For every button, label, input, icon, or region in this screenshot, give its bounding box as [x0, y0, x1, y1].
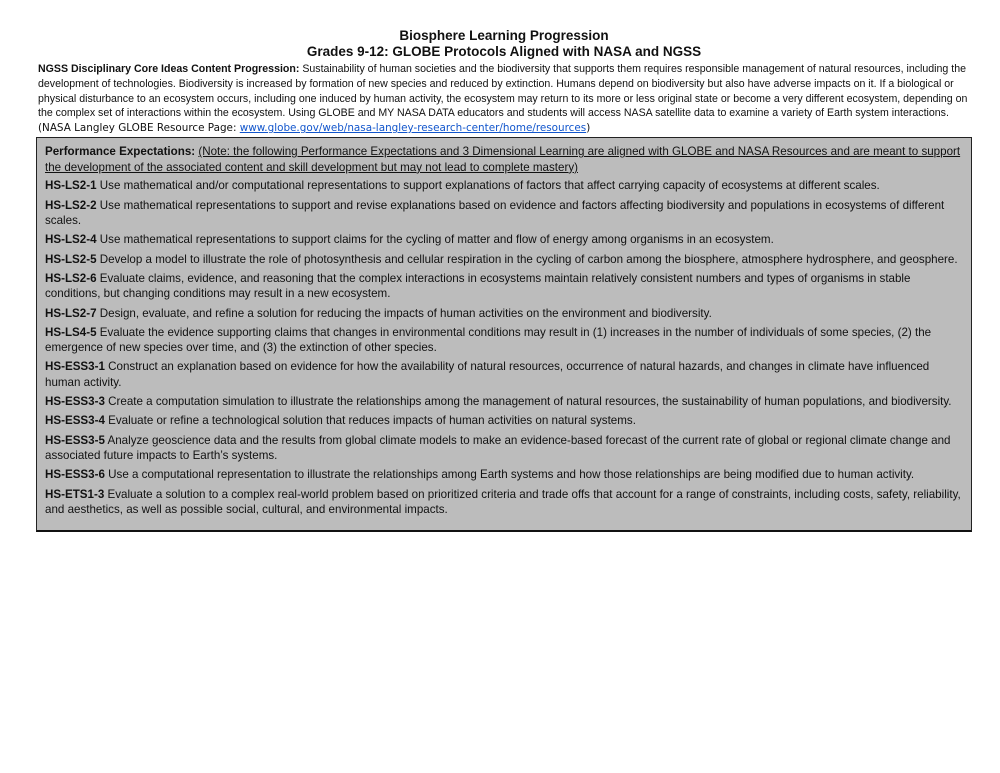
performance-expectations-list: [45, 178, 963, 517]
performance-expectation-item: [45, 433, 963, 464]
standard-code: HS-ETS1-3: [45, 487, 105, 501]
performance-expectation-item: [45, 198, 963, 229]
title-line-2: Grades 9-12: GLOBE Protocols Aligned with NASA and NGSS: [306, 44, 702, 59]
source-suffix: ): [586, 122, 591, 135]
standard-description: Construct an explanation based on evidence for how the availability of natural resources, occurrence of natural hazards, and changes in climate have influenced human activity.: [45, 360, 930, 390]
standard-code: HS-ESS3-6: [45, 468, 105, 482]
standard-description: Evaluate or refine a technological solution that reduces impacts of human activities on natural systems.: [104, 414, 636, 428]
performance-expectation-item: [45, 178, 963, 194]
standard-code: HS-ESS3-3: [45, 395, 105, 409]
performance-expectation-item: [45, 394, 963, 410]
standard-code: HS-LS2-7: [45, 306, 97, 320]
performance-expectation-item: [45, 487, 963, 518]
standard-description: Use mathematical and/or computational representations to support explanations of factors that affect carrying capacity of ecosystems at different scales.: [96, 179, 880, 193]
standard-code: HS-LS2-1: [45, 179, 97, 193]
performance-expectation-item: [45, 252, 963, 268]
performance-expectation-item: [45, 232, 963, 248]
standard-description: Evaluate the evidence supporting claims that changes in environmental conditions may result in (1) increases in the number of individuals of some species, (2) the emergence of new species over time, and (3) the extinction of other species.: [45, 325, 932, 355]
standard-description: Design, evaluate, and refine a solution for reducing the impacts of human activities on the environment and biodiversity.: [96, 306, 712, 320]
performance-expectations-label: Performance Expectations:: [45, 145, 196, 159]
standard-code: HS-LS2-4: [45, 233, 97, 247]
performance-expectation-item: [45, 271, 963, 302]
standard-description: Create a computation simulation to illustrate the relationships among the management of natural resources, the sustainability of human populations, and biodiversity.: [104, 395, 952, 409]
standard-description: Evaluate claims, evidence, and reasoning that the complex interactions in ecosystems maintain relatively consistent numbers and types of organisms in stable conditions, but changing conditions may result in a new ecosystem.: [45, 271, 911, 301]
performance-expectation-item: [45, 325, 963, 356]
title-line-1: Biosphere Learning Progression: [399, 28, 609, 43]
standard-code: HS-ESS3-4: [45, 414, 105, 428]
performance-expectations-note: (Note: the following Performance Expectations and 3 Dimensional Learning are aligned with GLOBE and NASA Resources and are meant to support the development of the associated content and skill development but may not lead to complete mastery): [45, 145, 961, 174]
performance-expectation-item: [45, 467, 963, 483]
performance-expectation-item: [45, 413, 963, 429]
performance-expectation-item: [45, 306, 963, 322]
performance-expectations-box: [36, 137, 972, 532]
page-title: [36, 28, 972, 60]
standard-code: HS-LS4-5: [45, 325, 97, 339]
performance-expectations-header: [45, 144, 963, 175]
standard-description: Develop a model to illustrate the role of photosynthesis and cellular respiration in the cycling of carbon among the biosphere, atmosphere hydrosphere, and geosphere.: [96, 252, 958, 266]
standard-code: HS-ESS3-5: [45, 433, 105, 447]
content-progression-paragraph: [36, 62, 972, 121]
standard-code: HS-LS2-2: [45, 198, 97, 212]
content-progression-label: NGSS Disciplinary Core Ideas Content Progression:: [38, 63, 300, 75]
standard-code: HS-LS2-6: [45, 271, 97, 285]
performance-expectation-item: [45, 359, 963, 390]
document-page: [36, 28, 972, 532]
content-progression-text: Sustainability of human societies and the biodiversity that supports them requires responsible management of natural resources, including the development of technologies. Biodiversity is increased by formation of new species and reduced by extinction. Humans depend on biodiversity but also have adverse impacts on it. If a biological or physical disturbance to an ecosystem occurs, including one induced by human activity, the ecosystem may return to its more or less original state or become a very different ecosystem, depending on the complex set of interactions within the ecosystem. Using GLOBE and MY NASA DATA educators and students will access NASA satellite data to examine a variety of Earth system interactions.: [38, 63, 968, 120]
standard-description: Analyze geoscience data and the results from global climate models to make an evidence-based forecast of the current rate of global or regional climate change and associated future impacts to Earth’s systems.: [45, 433, 951, 463]
standard-code: HS-LS2-5: [45, 252, 97, 266]
standard-description: Use mathematical representations to support claims for the cycling of matter and flow of energy among organisms in an ecosystem.: [96, 233, 774, 247]
standard-description: Use a computational representation to illustrate the relationships among Earth systems and how those relationships are being modified due to human activity.: [104, 468, 915, 482]
resource-source-line: [36, 121, 972, 135]
standard-description: Use mathematical representations to support and revise explanations based on evidence and factors affecting biodiversity and populations in ecosystems of different scales.: [45, 198, 945, 228]
standard-description: Evaluate a solution to a complex real-world problem based on prioritized criteria and trade offs that account for a range of constraints, including costs, safety, reliability, and aesthetics, as well as possible social, cultural, and environmental impacts.: [45, 487, 961, 517]
resource-page-link[interactable]: www.globe.gov/web/nasa-langley-research-center/home/resources: [239, 122, 587, 135]
standard-code: HS-ESS3-1: [45, 360, 105, 374]
source-prefix: (NASA Langley GLOBE Resource Page:: [38, 122, 240, 135]
